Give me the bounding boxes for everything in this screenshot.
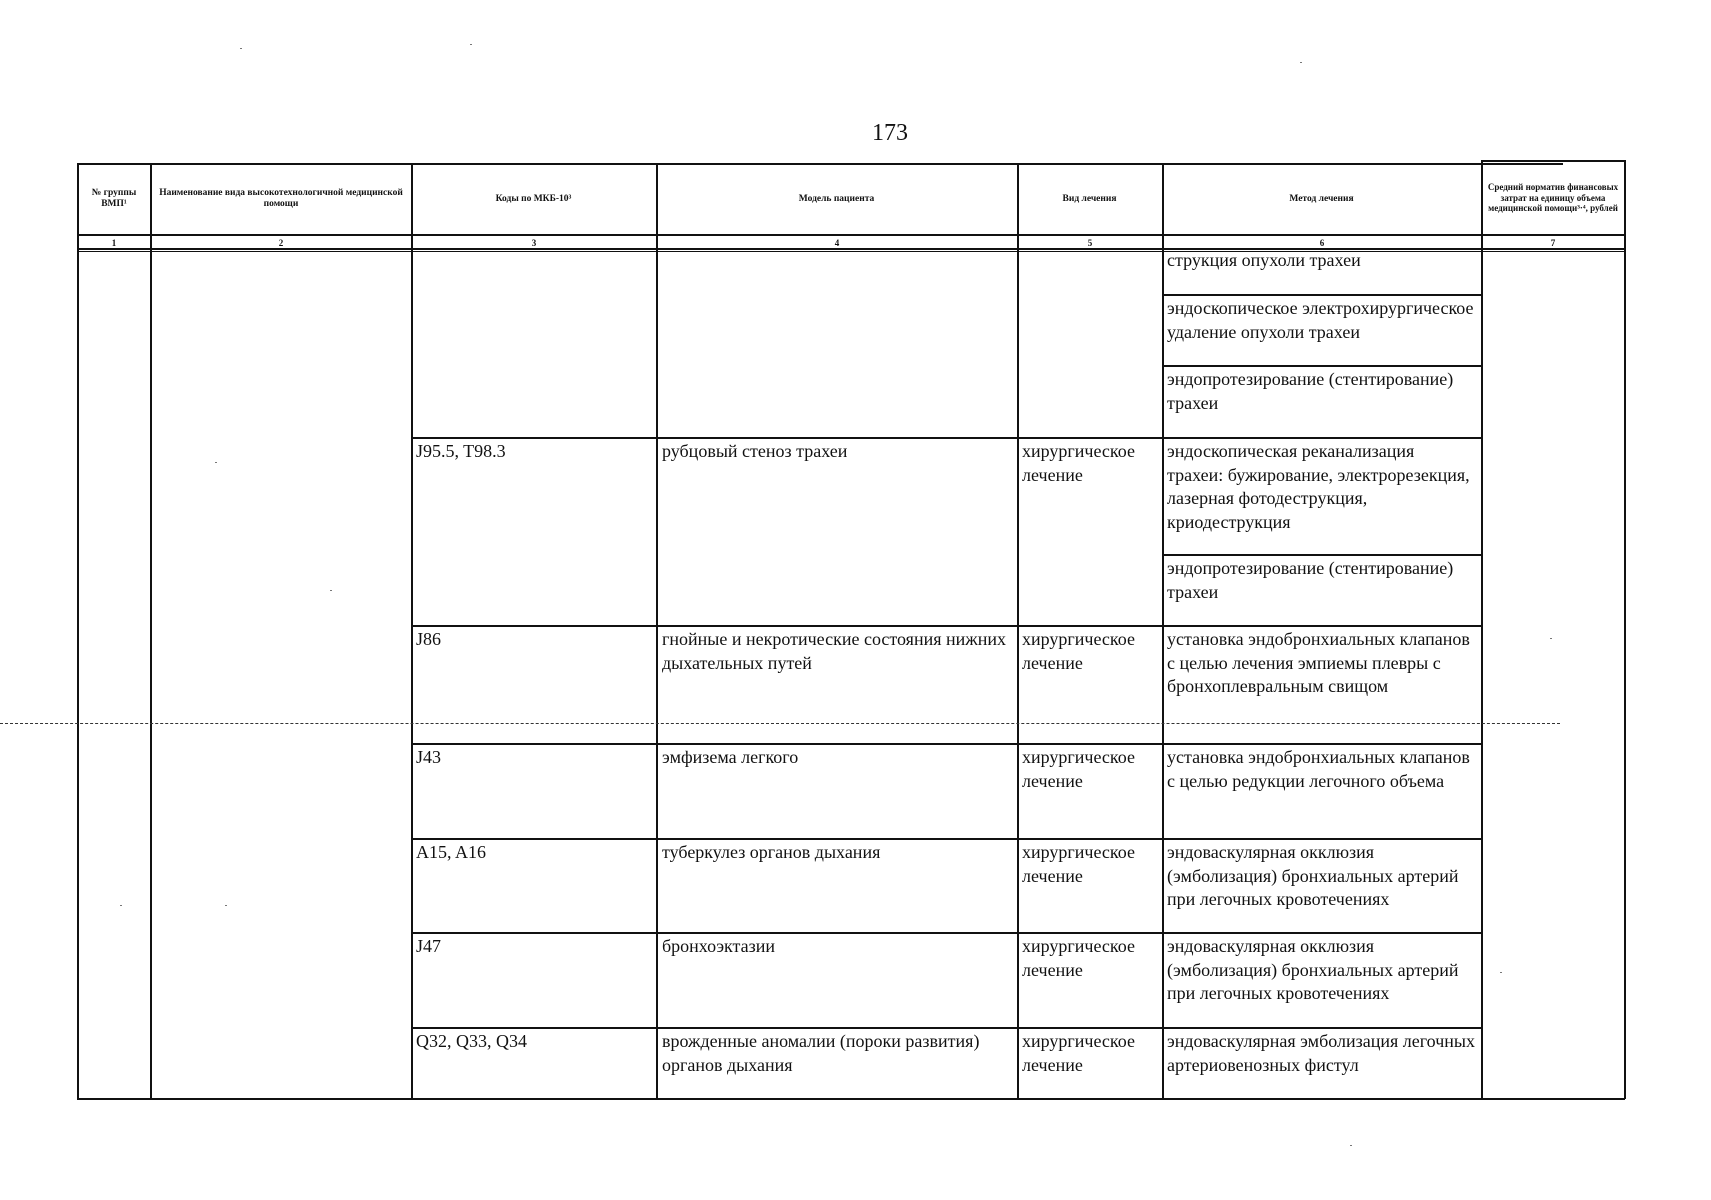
col-border: [150, 163, 152, 1099]
treatment-type-cell: хирургическое лечение: [1022, 629, 1135, 673]
scan-speck: [470, 44, 472, 45]
page-number: 173: [872, 120, 908, 146]
column-number: 1: [111, 238, 117, 248]
scan-speck: [330, 590, 332, 591]
patient-model-cell: туберкулез органов дыхания: [662, 842, 881, 862]
row-line: [411, 838, 1481, 840]
method-subrow-line: [1162, 294, 1481, 296]
table-bottom-border: [77, 1098, 1625, 1100]
col-border: [411, 163, 413, 1099]
scan-speck: [1500, 972, 1502, 973]
patient-model-cell: гнойные и некротические состояния нижних дыхательных путей: [662, 629, 1006, 673]
scan-speck: [225, 905, 227, 906]
method-cell: эндопротезирование (стентирование) трахеи: [1167, 558, 1454, 602]
row-line: [411, 743, 1481, 745]
table-top-border: [77, 163, 1563, 165]
treatment-type-cell: хирургическое лечение: [1022, 842, 1135, 886]
treatment-type-cell: хирургическое лечение: [1022, 441, 1135, 485]
scan-speck: [120, 905, 122, 906]
column-number: 4: [834, 238, 840, 248]
scan-speck: [1550, 638, 1552, 639]
col-border: [1624, 160, 1626, 1099]
header-treatment-type: Вид лечения: [1062, 193, 1117, 204]
treatment-type-cell: хирургическое лечение: [1022, 936, 1135, 980]
icd-codes-cell: Q32, Q33, Q34: [416, 1031, 527, 1051]
column-number: 5: [1087, 238, 1093, 248]
scan-speck: [240, 48, 242, 49]
col-border: [656, 163, 658, 1099]
column-number: 7: [1550, 238, 1556, 248]
column-number: 3: [531, 238, 537, 248]
patient-model-cell: врожденные аномалии (пороки развития) органов дыхания: [662, 1031, 980, 1075]
scan-fold-line: [0, 723, 1560, 725]
column-number: 2: [278, 238, 284, 248]
treatment-type-cell: хирургическое лечение: [1022, 747, 1135, 791]
patient-model-cell: бронхоэктазии: [662, 936, 776, 956]
method-cell: струкция опухоли трахеи: [1167, 250, 1361, 270]
method-cell: установка эндобронхиальных клапанов с целью лечения эмпиемы плевры с бронхоплевральным свищом: [1167, 629, 1470, 696]
header-bottom-border: [77, 234, 1625, 236]
column-number: 6: [1319, 238, 1325, 248]
col-border: [77, 163, 79, 1099]
method-cell: эндоваскулярная эмболизация легочных артериовенозных фистул: [1167, 1031, 1475, 1075]
treatment-type-cell: хирургическое лечение: [1022, 1031, 1135, 1075]
scan-speck: [1350, 1145, 1352, 1146]
col-border: [1017, 163, 1019, 1099]
header-cost-standard: Средний норматив финансовых затрат на единицу объема медицинской помощи³·⁴, рублей: [1487, 182, 1619, 214]
scan-speck: [1300, 62, 1302, 63]
header-icd-codes: Коды по МКБ-10³: [495, 193, 572, 204]
row-line: [411, 1027, 1481, 1029]
method-cell: эндоскопическая реканализация трахеи: бужирование, электрорезекция, лазерная фотодеструкция, криодеструкция: [1167, 441, 1470, 532]
row-line: [411, 625, 1481, 627]
col-border: [1481, 160, 1483, 1099]
icd-codes-cell: J95.5, T98.3: [416, 441, 506, 461]
col-border: [1162, 163, 1164, 1099]
header-patient-model: Модель пациента: [798, 193, 875, 204]
method-subrow-line: [1162, 554, 1481, 556]
header-care-type: Наименование вида высокотехнологичной медицинской помощи: [159, 188, 403, 209]
icd-codes-cell: J47: [416, 936, 442, 956]
method-subrow-line: [1162, 365, 1481, 367]
row-line: [411, 437, 1481, 439]
icd-codes-cell: J86: [416, 629, 442, 649]
icd-codes-cell: J43: [416, 747, 442, 767]
patient-model-cell: рубцовый стеноз трахеи: [662, 441, 848, 461]
scan-speck: [215, 462, 217, 463]
row-line: [411, 932, 1481, 934]
icd-codes-cell: A15, A16: [416, 842, 487, 862]
method-cell: установка эндобронхиальных клапанов с целью редукции легочного объема: [1167, 747, 1470, 791]
patient-model-cell: эмфизема легкого: [662, 747, 799, 767]
method-cell: эндоваскулярная окклюзия (эмболизация) бронхиальных артерий при легочных кровотечениях: [1167, 842, 1459, 909]
header-group-number: № группы ВМП¹: [91, 188, 137, 209]
method-cell: эндоваскулярная окклюзия (эмболизация) бронхиальных артерий при легочных кровотечениях: [1167, 936, 1459, 1003]
method-cell: эндоскопическое электрохирургическое удаление опухоли трахеи: [1167, 298, 1474, 342]
header-treatment-method: Метод лечения: [1289, 193, 1354, 204]
method-cell: эндопротезирование (стентирование) трахеи: [1167, 369, 1454, 413]
